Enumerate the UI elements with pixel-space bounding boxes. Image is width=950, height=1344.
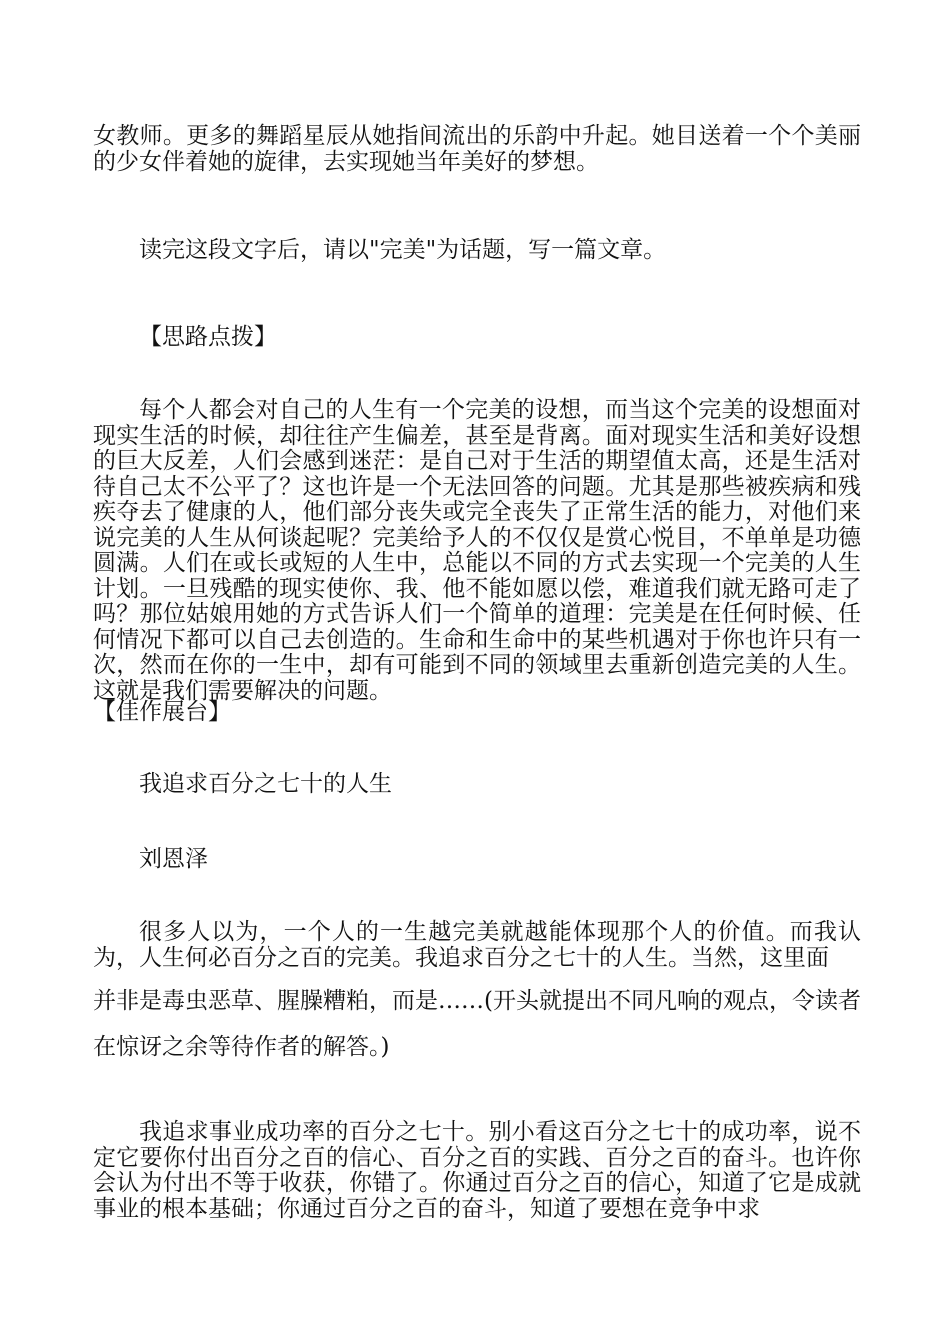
- essay-paragraph-2: 我追求事业成功率的百分之七十。别小看这百分之七十的成功率，说不定它要你付出百分之百的信心、百分之百的实践、百分之百的奋斗。也许你会认为付出不等于收获，你错了。你通过百分之百的信心，知道了它是成就事业的根本基础；你通过百分之百的奋斗，知道了要想在竞争中求: [93, 1119, 861, 1222]
- essay-paragraph-1: 很多人以为，一个人的一生越完美就越能体现那个人的价值。而我认为，人生何必百分之百的完美。我追求百分之七十的人生。当然，这里面: [93, 919, 861, 971]
- heading-showcase: 【佳作展台】: [93, 699, 231, 725]
- writing-prompt: 读完这段文字后，请以"完美"为话题，写一篇文章。: [139, 237, 667, 263]
- essay-author: 刘恩泽: [139, 846, 208, 872]
- paragraph-idea-guidance: 每个人都会对自己的人生有一个完美的设想，而当这个完美的设想面对现实生活的时候，却往往产生偏差，甚至是背离。面对现实生活和美好设想的巨大反差，人们会感到迷茫：是自己对于生活的期望值太高，还是生活对待自己太不公平了？这也许是一个无法回答的问题。尤其是那些被疾病和残疾夺去了健康的人，他们部分丧失或完全丧失了正常生活的能力，对他们来说完美的人生从何谈起呢？完美给予人的不仅仅是赏心悦目，不单单是功德圆满。人们在或长或短的人生中，总能以不同的方式去实现一个完美的人生计划。一旦残酷的现实使你、我、他不能如愿以偿，难道我们就无路可走了吗？那位姑娘用她的方式告诉人们一个简单的道理：完美是在任何时候、任何情况下都可以自己去创造的。生命和生命中的某些机遇对于你也许只有一次，然而在你的一生中，却有可能到不同的领域里去重新创造完美的人生。这就是我们需要解决的问题。: [93, 397, 861, 704]
- heading-idea-guidance: 【思路点拨】: [139, 324, 277, 350]
- essay-paragraph-1-continued: 并非是毒虫恶草、腥臊糟粕，而是……(开头就提出不同凡响的观点，令读者在惊讶之余等待作者的解答。): [93, 988, 861, 1060]
- essay-title: 我追求百分之七十的人生: [139, 771, 392, 797]
- paragraph-intro-end: 女教师。更多的舞蹈星辰从她指间流出的乐韵中升起。她目送着一个个美丽的少女伴着她的旋律，去实现她当年美好的梦想。: [93, 123, 861, 175]
